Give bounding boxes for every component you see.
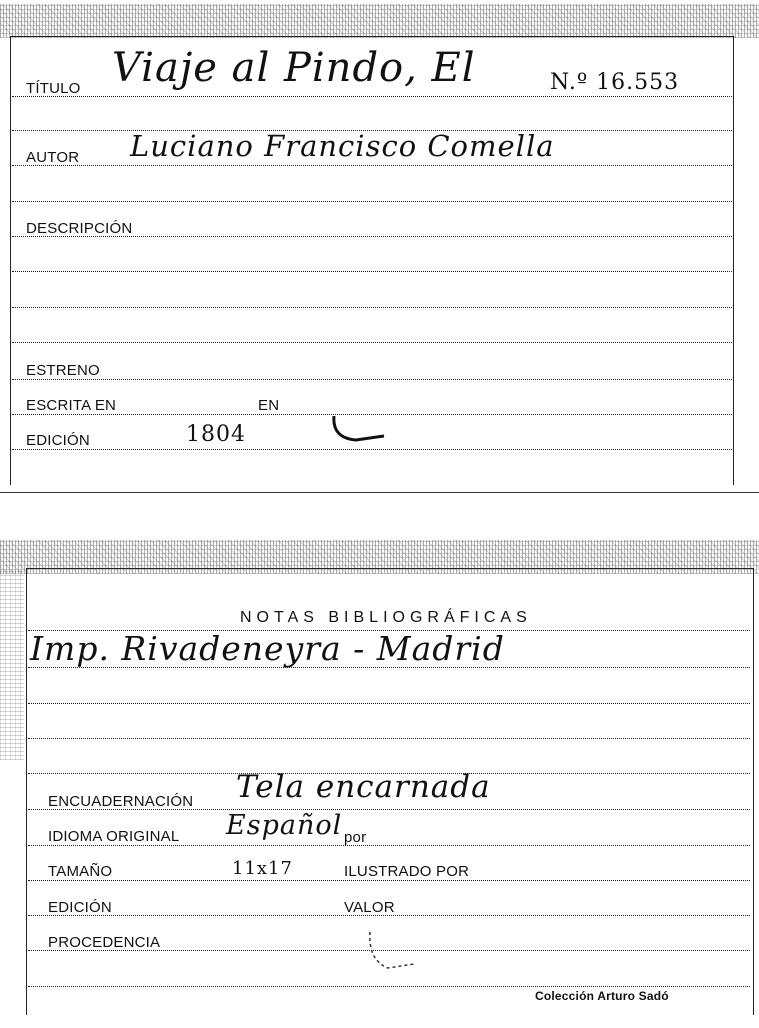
label-por: por bbox=[344, 829, 367, 846]
ruled-line bbox=[28, 703, 750, 704]
label-ilustrado-por: ILUSTRADO POR bbox=[344, 863, 470, 880]
ruled-line bbox=[12, 96, 732, 97]
notas-heading: NOTAS BIBLIOGRÁFICAS bbox=[240, 609, 532, 626]
label-encuadernacion: ENCUADERNACIÓN bbox=[48, 793, 194, 810]
handwritten-idioma: Español bbox=[226, 810, 343, 841]
card-bottom-edge bbox=[0, 492, 759, 493]
label-idioma-original: IDIOMA ORIGINAL bbox=[48, 828, 180, 845]
ruled-line bbox=[12, 165, 732, 166]
label-edicion: EDICIÓN bbox=[48, 899, 112, 916]
ruled-line bbox=[12, 379, 732, 380]
label-autor: AUTOR bbox=[26, 149, 80, 166]
handwritten-tamano: 11x17 bbox=[232, 858, 293, 879]
speckled-edge-left bbox=[0, 570, 24, 760]
ruled-line bbox=[28, 986, 750, 987]
speckled-edge bbox=[0, 4, 759, 38]
handwritten-autor: Luciano Francisco Comella bbox=[130, 129, 555, 163]
handwritten-encuadernacion: Tela encarnada bbox=[236, 769, 491, 805]
label-titulo: TÍTULO bbox=[26, 80, 81, 97]
label-edicion: EDICIÓN bbox=[26, 432, 90, 449]
ruled-line bbox=[28, 630, 750, 631]
ruled-line bbox=[12, 342, 732, 343]
catalog-card-bottom bbox=[0, 540, 759, 1028]
ruled-line bbox=[28, 880, 750, 881]
catalog-card-top bbox=[0, 0, 759, 494]
handwritten-numero: N.º 16.553 bbox=[550, 70, 680, 95]
handwritten-notas: Imp. Rivadeneyra - Madrid bbox=[30, 629, 505, 668]
ruled-line bbox=[12, 307, 732, 308]
handwritten-titulo: Viaje al Pindo, El bbox=[112, 45, 476, 91]
ruled-line bbox=[12, 271, 732, 272]
hole-mark bbox=[326, 386, 396, 446]
label-tamano: TAMAÑO bbox=[48, 863, 113, 880]
handwritten-edicion: 1804 bbox=[186, 422, 246, 447]
ruled-line bbox=[12, 201, 732, 202]
ruled-line bbox=[28, 845, 750, 846]
label-en: EN bbox=[258, 397, 280, 414]
label-procedencia: PROCEDENCIA bbox=[48, 934, 161, 951]
collection-footer: Colección Arturo Sadó bbox=[535, 989, 669, 1003]
label-estreno: ESTRENO bbox=[26, 362, 100, 379]
label-descripcion: DESCRIPCIÓN bbox=[26, 220, 133, 237]
ruled-line bbox=[28, 738, 750, 739]
hole-mark bbox=[360, 920, 430, 980]
ruled-line bbox=[12, 449, 732, 450]
label-escrita-en: ESCRITA EN bbox=[26, 397, 117, 414]
ruled-line bbox=[28, 667, 750, 668]
label-valor: VALOR bbox=[344, 899, 395, 916]
